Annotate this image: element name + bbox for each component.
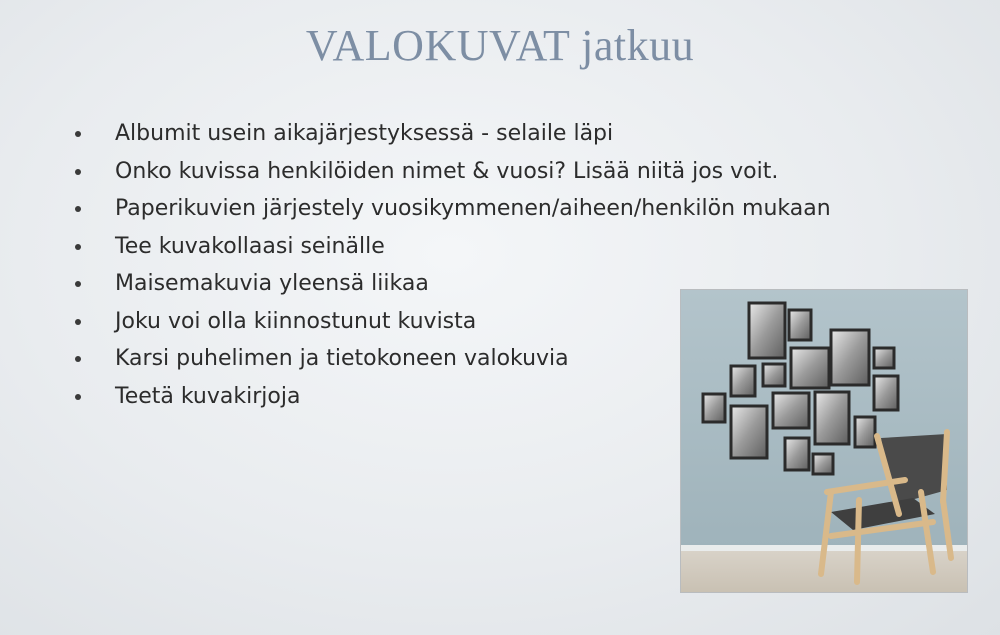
picture-frame xyxy=(773,393,809,428)
bullet-text: Tee kuvakollaasi seinälle xyxy=(115,233,385,259)
bullet-text: Joku voi olla kiinnostunut kuvista xyxy=(115,308,477,334)
bullet-text: Maisemakuvia yleensä liikaa xyxy=(115,271,429,296)
picture-frame xyxy=(855,417,875,447)
bullet-dot-icon xyxy=(75,281,81,287)
collage-illustration xyxy=(681,290,967,592)
bullet-text: Teetä kuvakirjoja xyxy=(115,383,301,409)
collage-photo xyxy=(680,289,968,593)
bullet-item xyxy=(75,228,831,266)
bullet-text: Karsi puhelimen ja tietokoneen valokuvia xyxy=(115,346,569,371)
slide-title: VALOKUVAT jatkuu xyxy=(305,21,695,70)
picture-frame xyxy=(791,348,829,388)
bullet-dot-icon xyxy=(75,244,81,250)
picture-frame xyxy=(874,376,898,410)
bullet-dot-icon xyxy=(75,131,81,137)
bullet-dot-icon xyxy=(75,169,81,175)
picture-frame xyxy=(831,330,869,385)
bullet-text: Onko kuvissa henkilöiden nimet & vuosi? Lisää niitä jos voit. xyxy=(115,158,779,184)
bullet-item xyxy=(75,153,831,191)
picture-frame xyxy=(874,348,894,368)
bullet-text: Albumit usein aikajärjestyksessä - selaile läpi xyxy=(115,121,614,146)
picture-frame xyxy=(749,303,785,358)
bullet-item xyxy=(75,190,831,228)
bullet-dot-icon xyxy=(75,394,81,400)
picture-frame xyxy=(789,310,811,340)
picture-frame xyxy=(703,394,725,422)
bullet-dot-icon xyxy=(75,319,81,325)
picture-frame xyxy=(763,364,785,386)
picture-frame xyxy=(813,454,833,474)
bullet-item xyxy=(75,115,831,153)
picture-frame xyxy=(815,392,849,444)
picture-frame xyxy=(731,366,755,396)
bullet-dot-icon xyxy=(75,206,81,212)
bullet-text: Paperikuvien järjestely vuosikymmenen/aiheen/henkilön mukaan xyxy=(115,196,831,221)
picture-frame xyxy=(731,406,767,458)
bullet-dot-icon xyxy=(75,356,81,362)
picture-frame xyxy=(785,438,809,470)
